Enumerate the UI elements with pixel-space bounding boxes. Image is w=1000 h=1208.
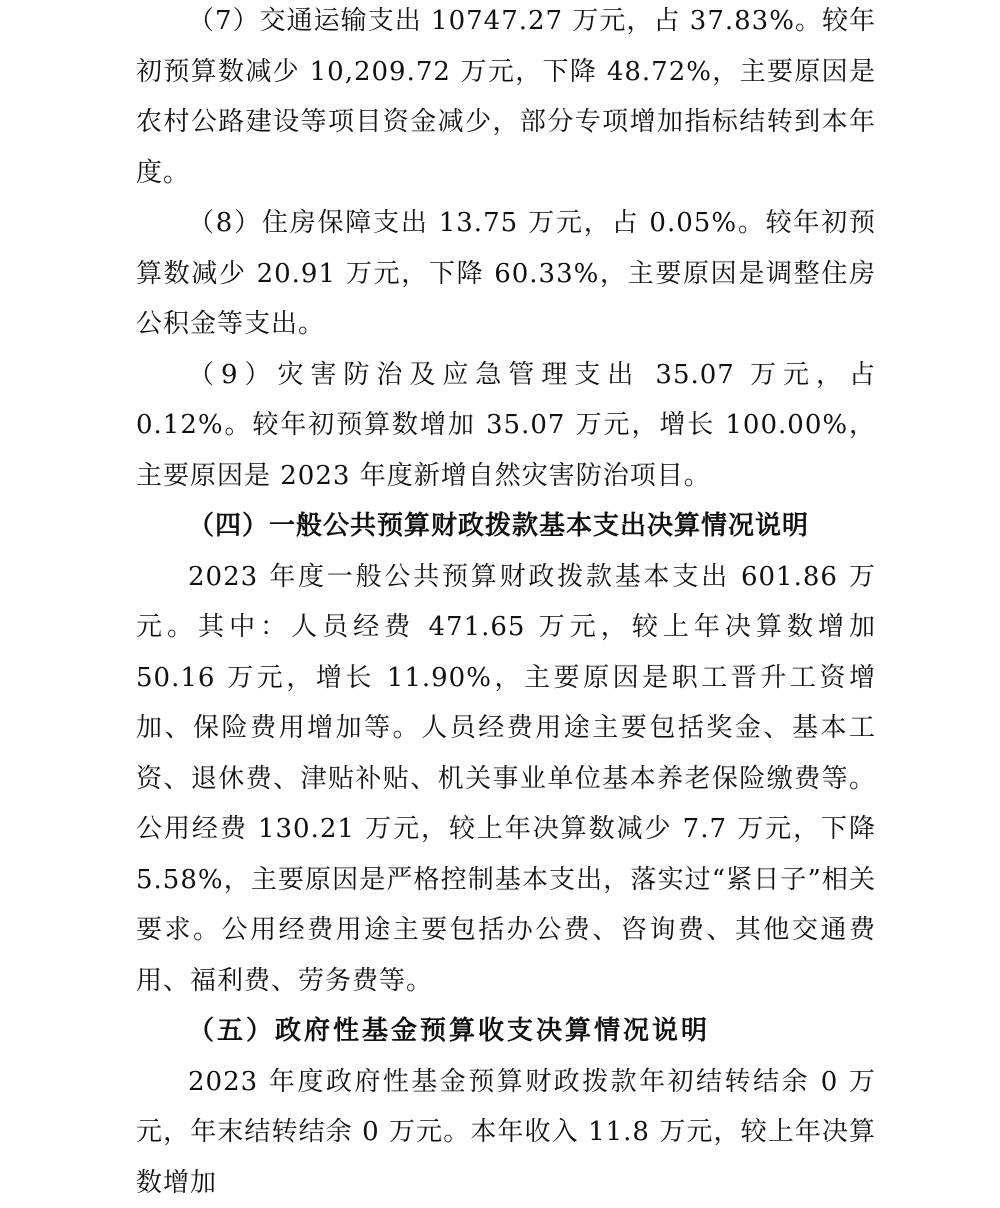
paragraph-housing-expenditure: （8）住房保障支出 13.75 万元，占 0.05%。较年初预算数减少 20.91 万元，下降 60.33%，主要原因是调整住房公积金等支出。 — [136, 198, 876, 350]
paragraph-disaster-expenditure: （9）灾害防治及应急管理支出 35.07 万元，占 0.12%。较年初预算数增加 35.07 万元，增长 100.00%，主要原因是 2023 年度新增自然灾害防治项目。 — [136, 350, 876, 502]
paragraph-basic-expenditure: 2023 年度一般公共预算财政拨款基本支出 601.86 万元。其中：人员经费 471.65 万元，较上年决算数增加 50.16 万元，增长 11.90%，主要原因是职工晋升工资增加、保险费用增加等。人员经费用途主要包括奖金、基本工资、退休费、津贴补贴、机关事业单位基本养老保险缴费等。公用经费 130.21 万元，较上年决算数减少 7.7 万元，下降 5.58%，主要原因是严格控制基本支出，落实过“紧日子”相关要求。公用经费用途主要包括办公费、咨询费、其他交通费用、福利费、劳务费等。 — [136, 552, 876, 1007]
section-heading-basic-expenditure: （四）一般公共预算财政拨款基本支出决算情况说明 — [136, 501, 876, 552]
paragraph-transport-expenditure: （7）交通运输支出 10747.27 万元，占 37.83%。较年初预算数减少 10,209.72 万元，下降 48.72%，主要原因是农村公路建设等项目资金减少，部分专项增加指标结转到本年度。 — [136, 0, 876, 198]
document-page — [136, 0, 876, 1208]
paragraph-government-fund: 2023 年度政府性基金预算财政拨款年初结转结余 0 万元，年末结转结余 0 万元。本年收入 11.8 万元，较上年决算数增加 — [136, 1057, 876, 1208]
section-heading-government-fund: （五）政府性基金预算收支决算情况说明 — [136, 1006, 876, 1057]
